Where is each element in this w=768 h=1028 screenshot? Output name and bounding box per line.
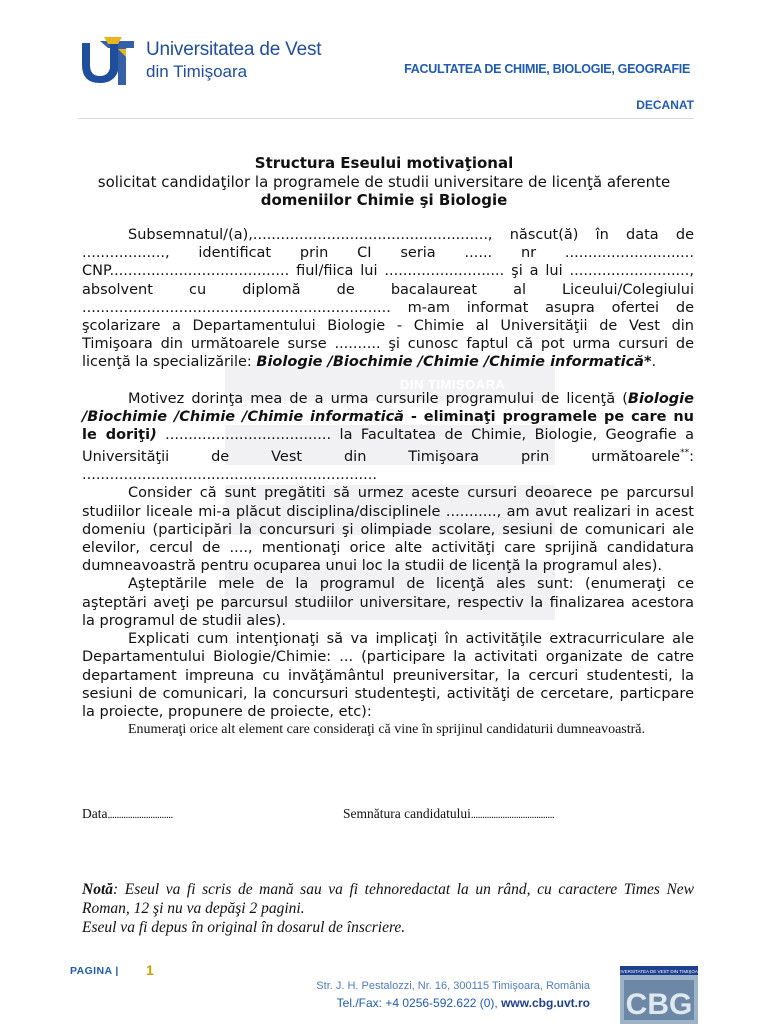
faculty-name: FACULTATEA DE CHIMIE, BIOLOGIE, GEOGRAFIE xyxy=(404,62,690,76)
document-title: Structura Eseului motivaţional xyxy=(254,154,514,172)
signature-field: Semnătura candidatului..................................... xyxy=(343,806,555,821)
paragraph-extracurricular: Explicati cum intenţionaţi să va implicaţi în activităţile extracurriculare ale Departamentului Biologie/Chimie: ... (participare la activitati organizate de catre departament impreuna cu invăţământul preuniversitar, la cercuri studentesti, la sesiuni de comunicari, la concursuri studenteşti, activităţi de cercetare, particpare la proiecte, propunere de proiecte, etc): xyxy=(82,631,694,720)
note xyxy=(82,880,694,937)
department-label: DECANAT xyxy=(636,98,694,112)
footer-contact: Tel./Fax: +4 0256-592.622 (0), www.cbg.uvt.ro xyxy=(336,996,590,1010)
footer-address: Str. J. H. Pestalozzi, Nr. 16, 300115 Timişoara, România xyxy=(316,980,590,992)
uvt-logo-mark-icon xyxy=(78,35,142,90)
university-name-line1: Universitatea de Vest xyxy=(146,39,322,60)
cbg-logo-caption: UNIVERSITATEA DE VEST DIN TIMIŞOARA xyxy=(613,969,705,974)
note-label: Notă xyxy=(82,881,113,898)
paragraph-motivation: Motivez dorinţa mea de a urma cursurile programului de licenţă (Biologie /Biochimie /Chimie /Chimie informatică - eliminaţi programele pe care nu le doriţi) .................................... la Facultatea de Chimie, Biologie, Geografie a Universităţii de Vest din Timişoara prin următoarele**: ................................................................ xyxy=(82,390,694,484)
paragraph-identity: Subsemnatul/(a),..................................................., născut(ă) în data de .................., identificat prin CI seria ...... nr ............................ CNP....................................... fiul/fiica lui .......................... şi a lui .........................., absolvent cu diplomă de bacalaureat al Liceului/Colegiului ................................................................... m-am informat asupra ofertei de şcolarizare a Departamentului Biologie - Chimie al Universităţii de Vest din Timişoara din următoarele surse .......... şi cunosc faptul că pot urma cursuri de licenţă la specializările: Biologie /Biochimie /Chimie /Chimie informatică*. xyxy=(82,227,694,371)
cbg-logo-icon xyxy=(613,966,705,1024)
paragraph-other: Enumeraţi orice alt element care consideraţi că vine în sprijinul candidaturii dumneavoastră. xyxy=(128,722,646,738)
university-logo xyxy=(78,35,322,90)
watermark-text: DIN TIMIŞOARA xyxy=(400,377,506,392)
document-subtitle: solicitat candidaţilor la programele de studii universitare de licenţă aferente xyxy=(97,173,671,191)
programs-instruction: - eliminaţi programele pe care nu le doriţi xyxy=(82,408,694,444)
page-label: PAGINA | xyxy=(70,965,119,977)
paragraph-preparation: Consider că sunt pregătiti să urmez aceste cursuri deoarece pe parcursul studiilor liceale mi-a plăcut disciplina/disciplinele ..........., am avut realizari in acest domeniu (participări la concursuri şi olimpiade scolare, sesiuni de comunicari ale elevilor, cercul de ...., mentionaţi orice alte activităţi care sprijină candidatura dumneavoastră pentru ocuparea unui loc la studii de licenţă la programul ales). xyxy=(82,485,694,575)
website-link[interactable]: www.cbg.uvt.ro xyxy=(501,996,590,1010)
specializations-list: Biologie /Biochimie /Chimie /Chimie informatică* xyxy=(256,354,652,371)
university-name-line2: din Timişoara xyxy=(146,62,248,81)
note-text: : Eseul va fi scris de mană sau va fi tehnoredactat la un rând, cu caractere Times New Roman, 12 şi nu va depăşi 2 pagini. xyxy=(82,881,694,917)
essay-body xyxy=(82,226,694,738)
date-field: Data............................. xyxy=(82,806,173,821)
footnote-marker: ** xyxy=(680,448,690,459)
paragraph-expectations: Aşteptările mele de la programul de licenţă ales sunt: (enumeraţi ce aşteptări aveţi pe parcursul studiilor universitare, respectiv la finalizarea acestora la programul de studii ales). xyxy=(82,576,694,629)
programs-list: Biologie /Biochimie /Chimie /Chimie informatică xyxy=(82,390,694,425)
page-number: 1 xyxy=(146,962,154,978)
cbg-logo-letters: CBG xyxy=(625,988,693,1021)
cbg-logo xyxy=(613,966,705,1024)
note-line2: Eseul va fi depus în original în dosarul de înscriere. xyxy=(82,919,406,936)
header-divider xyxy=(78,118,694,119)
document-domain: domeniilor Chimie şi Biologie xyxy=(260,191,508,209)
